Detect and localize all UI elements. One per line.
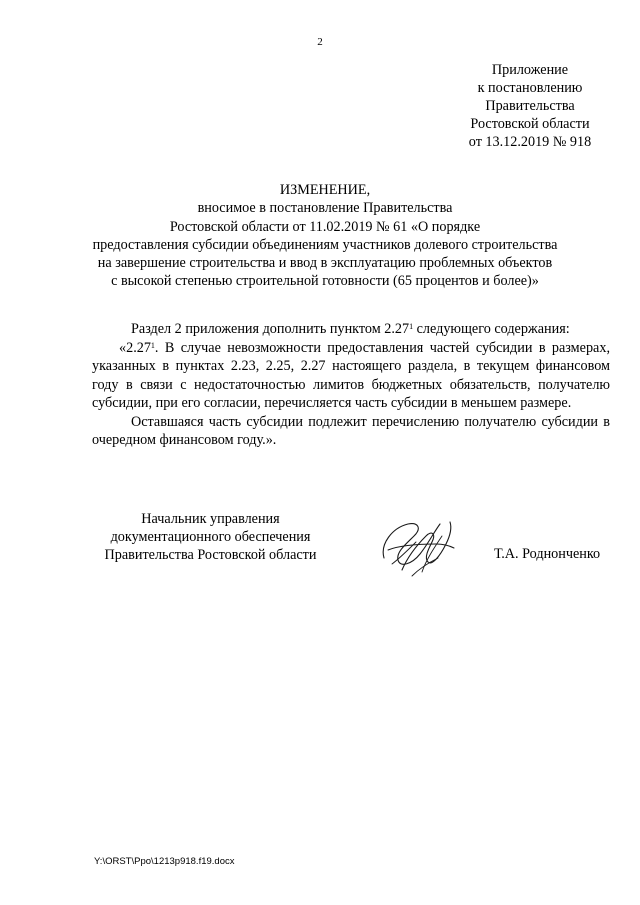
heading-title: ИЗМЕНЕНИЕ,: [279, 182, 371, 198]
appendix-line: от 13.12.2019 № 918: [468, 134, 592, 150]
appendix-line: Правительства: [485, 98, 575, 114]
signer-title-block: [88, 510, 333, 564]
heading-line: с высокой степенью строительной готовности (65 процентов и более)»: [111, 273, 539, 290]
heading-line: вносимое в постановление Правительства: [197, 200, 453, 217]
paragraph-intro-tail: следующего содержания:: [413, 321, 570, 337]
paragraph-remaining-text: Оставшаяся часть субсидии подлежит перечислению получателю субсидии в очередном финансовом году.».: [92, 413, 610, 448]
file-path-footer: Y:\ORST\Ppo\1213p918.f19.docx: [94, 856, 235, 867]
page-number: 2: [317, 36, 323, 48]
paragraph-clause: [92, 339, 610, 413]
signer-title-line: Правительства Ростовской области: [104, 547, 317, 563]
appendix-line: Приложение: [491, 62, 569, 78]
signer-name: Т.А. Роднонченко: [494, 546, 601, 562]
heading-line: предоставления субсидии объединениям участников долевого строительства: [92, 236, 558, 253]
document-body: [92, 320, 610, 450]
superscript: 1: [150, 340, 155, 350]
paragraph-remaining: [92, 413, 610, 450]
heading-line: на завершение строительства и ввод в эксплуатацию проблемных объектов: [97, 255, 553, 272]
clause-text: . В случае невозможности предоставления частей субсидии в размерах, указанных в пунктах 2.23, 2.25, 2.27 настоящего раздела, в текущем финансовом году в связи с недостаточностью лимитов бюджетных обязательств, получателю субсидии, при его согласии, перечисляется часть субсидии в меньшем размере.: [92, 339, 610, 411]
appendix-block: [430, 61, 630, 151]
handwritten-signature: [378, 514, 458, 580]
signer-title-line: Начальник управления: [141, 511, 280, 527]
appendix-line: к постановлению: [477, 80, 583, 96]
superscript: 1: [409, 322, 414, 331]
document-heading: [60, 181, 590, 291]
paragraph-intro-text: Раздел 2 приложения дополнить пунктом 2.27: [131, 321, 410, 337]
clause-number: «2.27: [119, 339, 151, 356]
paragraph-intro: [92, 320, 610, 339]
signer-title-line: документационного обеспечения: [110, 529, 311, 545]
heading-line: Ростовской области от 11.02.2019 № 61 «О порядке: [169, 218, 481, 235]
appendix-line: Ростовской области: [470, 116, 590, 132]
